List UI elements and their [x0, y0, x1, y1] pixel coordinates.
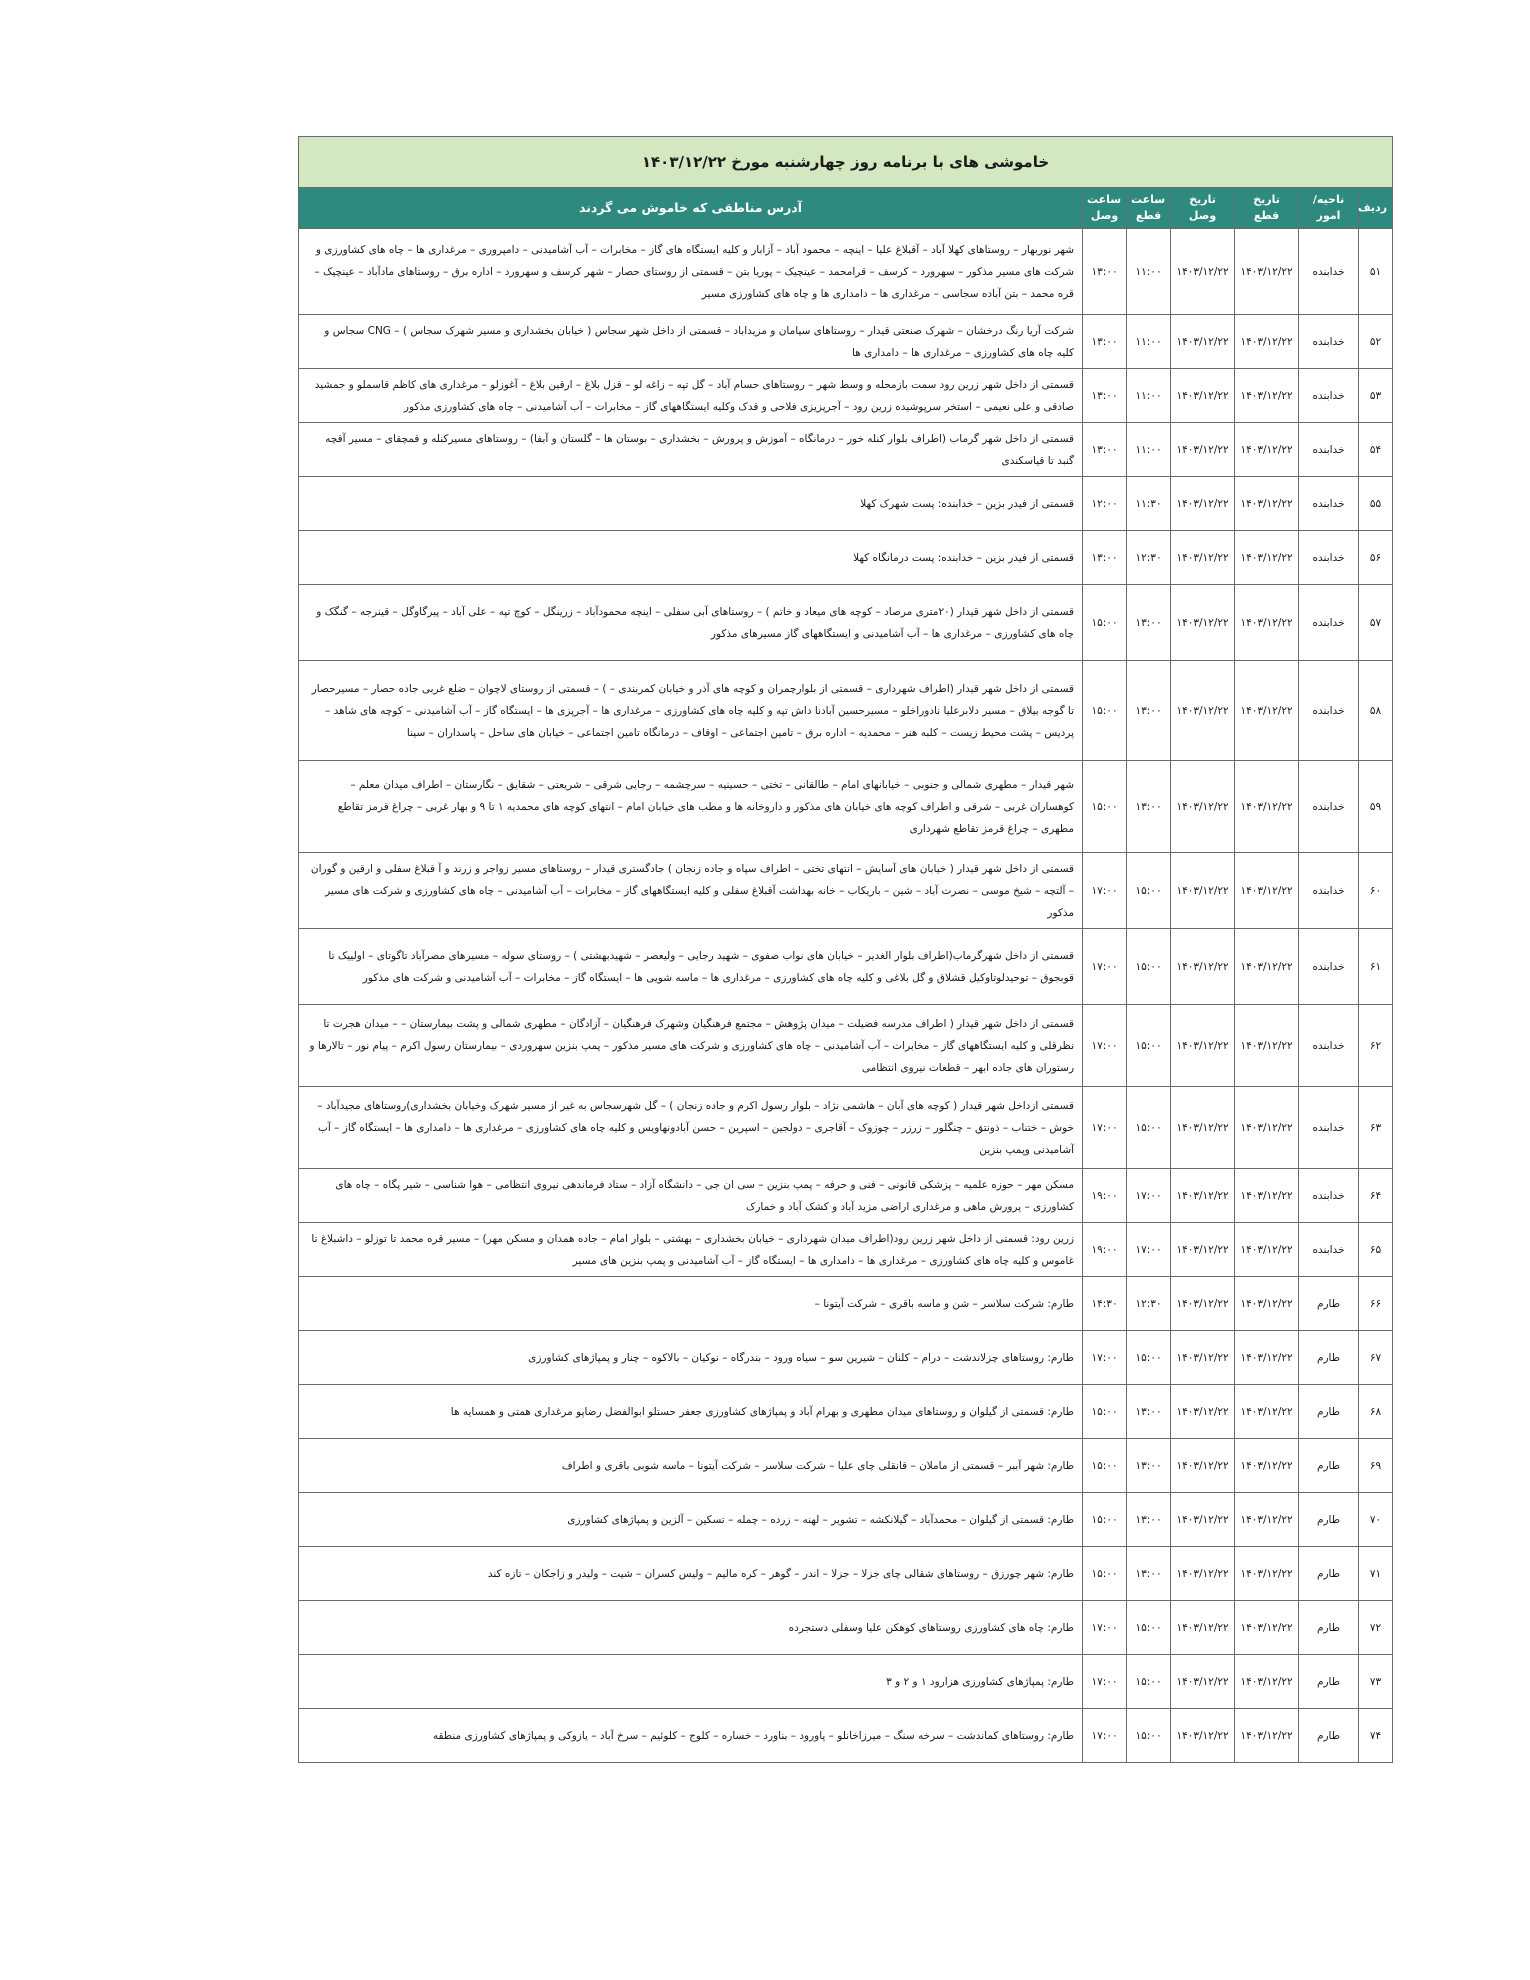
address-cell: قسمتی از فیدر بزین – خدابنده: پست شهرک کهلا	[299, 477, 1083, 531]
region-cell: طارم	[1299, 1493, 1359, 1547]
table-row	[299, 853, 1393, 929]
cut-date-cell: ۱۴۰۳/۱۲/۲۲	[1235, 229, 1299, 315]
connect-time-cell: ۱۵:۰۰	[1083, 1385, 1127, 1439]
connect-date-cell: ۱۴۰۳/۱۲/۲۲	[1171, 1547, 1235, 1601]
region-cell: خدابنده	[1299, 477, 1359, 531]
address-cell: طارم: روستاهای چزلاندشت – درام – کلنان – شیرین سو – سیاه ورود – بندرگاه – نوکیان – بالاکوه – چنار و پمپاژهای کشاورزی	[299, 1331, 1083, 1385]
outage-table	[298, 136, 1393, 1763]
cut-date-cell: ۱۴۰۳/۱۲/۲۲	[1235, 423, 1299, 477]
cut-date-cell: ۱۴۰۳/۱۲/۲۲	[1235, 853, 1299, 929]
cut-time-cell: ۱۱:۰۰	[1127, 369, 1171, 423]
cut-date-cell: ۱۴۰۳/۱۲/۲۲	[1235, 1223, 1299, 1277]
connect-time-cell: ۱۷:۰۰	[1083, 1331, 1127, 1385]
connect-time-cell: ۱۳:۰۰	[1083, 423, 1127, 477]
row-number-cell: ۶۴	[1359, 1169, 1393, 1223]
connect-date-cell: ۱۴۰۳/۱۲/۲۲	[1171, 1005, 1235, 1087]
table-row	[299, 1709, 1393, 1763]
region-cell: خدابنده	[1299, 761, 1359, 853]
connect-date-cell: ۱۴۰۳/۱۲/۲۲	[1171, 1655, 1235, 1709]
row-number-cell: ۷۳	[1359, 1655, 1393, 1709]
table-row	[299, 661, 1393, 761]
cut-time-cell: ۱۳:۰۰	[1127, 1385, 1171, 1439]
table-row	[299, 369, 1393, 423]
connect-date-cell: ۱۴۰۳/۱۲/۲۲	[1171, 585, 1235, 661]
cut-date-cell: ۱۴۰۳/۱۲/۲۲	[1235, 369, 1299, 423]
table-row	[299, 315, 1393, 369]
address-cell: قسمتی از داخل شهرگرماب(اطراف بلوار الغدیر – خیابان های نواب صفوی – شهید رجایی – ولیعصر – شهیدبهشتی ) – روستای سوله – مسیرهای مصرآباد تاگوتای – اولییک تا قوبجوق – توحیدلوتاوکیل قشلاق و گل بلاغی و کلیه چاه های کشاورزی – مرغداری ها – ماسه شویی ها – ایستگاه گاز – مخابرات – آب آشامیدنی و شرکت های مذکور	[299, 929, 1083, 1005]
table-row	[299, 531, 1393, 585]
table-row	[299, 1655, 1393, 1709]
address-cell: قسمتی از داخل شهر زرین رود سمت بازمحله و وسط شهر – روستاهای حسام آباد – گل تپه – زاغه لو – قزل بلاغ – ارقین بلاغ – آغوزلو – مرغداری های کاظم قاسملو و جمشید صادقی و علی نعیمی – استخر سرپوشیده زرین رود – آجرپزیزی فلاحی و قدک وکلیه ایستگاههای گاز – مخابرات – آب آشامیدنی – چاه های کشاورزی مذکور	[299, 369, 1083, 423]
row-number-cell: ۶۵	[1359, 1223, 1393, 1277]
row-number-cell: ۶۳	[1359, 1087, 1393, 1169]
address-cell: شهر قیدار – مطهری شمالی و جنوبی – خیابانهای امام – طالقانی – تختی – حسینیه – سرچشمه – رجایی شرقی – شریعتی – شقایق – نگارستان – اطراف میدان معلم – کوهساران غربی – شرقی و اطراف کوچه های خیابان های مذکور و داروخانه ها و مطب های خیابان امام – انتهای کوچه های محمدیه ۱ تا ۹ و بهار غربی – چراغ قرمز تقاطع مطهری – چراغ قرمز تقاطع شهرداری	[299, 761, 1083, 853]
table-row	[299, 1385, 1393, 1439]
cut-time-cell: ۱۷:۰۰	[1127, 1169, 1171, 1223]
cut-time-cell: ۱۵:۰۰	[1127, 853, 1171, 929]
page-title: خاموشی های با برنامه روز چهارشنبه مورخ ۱۴۰۳/۱۲/۲۲	[299, 137, 1393, 188]
row-number-cell: ۶۸	[1359, 1385, 1393, 1439]
row-number-cell: ۵۵	[1359, 477, 1393, 531]
connect-date-cell: ۱۴۰۳/۱۲/۲۲	[1171, 1709, 1235, 1763]
cut-time-cell: ۱۳:۰۰	[1127, 1547, 1171, 1601]
address-cell: قسمتی از داخل شهر قیدار (۲۰متری مرصاد – کوچه های میعاد و خاتم ) – روستاهای آبی سفلی – اینچه محمودآباد – زرینگل – کوچ تپه – علی آباد – پیرگاوگل – قینرجه – گنگک و چاه های کشاورزی – مرغداری ها – آب آشامیدنی و ایستگاههای گاز مسیرهای مذکور	[299, 585, 1083, 661]
cut-date-cell: ۱۴۰۳/۱۲/۲۲	[1235, 315, 1299, 369]
header-connect-time: ساعت وصل	[1083, 188, 1127, 229]
region-cell: خدابنده	[1299, 531, 1359, 585]
table-row	[299, 929, 1393, 1005]
row-number-cell: ۵۴	[1359, 423, 1393, 477]
address-cell: زرین رود: قسمتی از داخل شهر زرین رود(اطراف میدان شهرداری – خیابان بخشداری – بهشتی – بلوار امام – جاده همدان و مسکن مهر) – مسیر قره محمد تا توزلو – داشبلاغ تا غاموس و کلیه چاه های کشاورزی – مرغداری ها – دامداری ها – ایستگاه گاز – آب آشامیدنی و پمپ بنزین های مسیر	[299, 1223, 1083, 1277]
table-header-row	[299, 188, 1393, 229]
table-row	[299, 1439, 1393, 1493]
region-cell: طارم	[1299, 1601, 1359, 1655]
table-body	[299, 229, 1393, 1763]
cut-time-cell: ۱۵:۰۰	[1127, 1331, 1171, 1385]
row-number-cell: ۵۹	[1359, 761, 1393, 853]
connect-date-cell: ۱۴۰۳/۱۲/۲۲	[1171, 853, 1235, 929]
connect-date-cell: ۱۴۰۳/۱۲/۲۲	[1171, 477, 1235, 531]
row-number-cell: ۶۷	[1359, 1331, 1393, 1385]
row-number-cell: ۶۹	[1359, 1439, 1393, 1493]
region-cell: خدابنده	[1299, 1087, 1359, 1169]
table-row	[299, 1277, 1393, 1331]
row-number-cell: ۶۰	[1359, 853, 1393, 929]
connect-date-cell: ۱۴۰۳/۱۲/۲۲	[1171, 1601, 1235, 1655]
address-cell: طارم: شهر آببر – قسمتی از ماملان – قانقلی چای علیا – شرکت سلاسر – شرکت آیتونا – ماسه شوبی باقری و اطراف	[299, 1439, 1083, 1493]
address-cell: قسمتی از داخل شهر قیدار (اطراف شهرداری – قسمتی از بلوارچمران و کوچه های آذر و خیابان کمربندی – ) – قسمتی از روستای لاچوان – ضلع غربی جاده حصار – مسیرحصار تا گوجه بیلاق – مسیر دلابرعلیا نادوراخلو – مسیرحسین آبادنا داش تپه و کلیه چاه های کشاورزی – مرغداری ها – آجرپزی ها – ایستگاه گاز – آب آشامیدنی – کوچه های شاهد – پردیس – پشت محیط زیست – کلبه هنر – محمدیه – اداره برق – تامین اجتماعی – اوقاف – درمانگاه تامین اجتماعی – خیابان های ساحل – پاسداران – سینا	[299, 661, 1083, 761]
table-row	[299, 1087, 1393, 1169]
table-row	[299, 423, 1393, 477]
row-number-cell: ۵۶	[1359, 531, 1393, 585]
region-cell: طارم	[1299, 1655, 1359, 1709]
connect-time-cell: ۱۲:۰۰	[1083, 477, 1127, 531]
row-number-cell: ۷۴	[1359, 1709, 1393, 1763]
cut-time-cell: ۱۱:۰۰	[1127, 423, 1171, 477]
header-address: آدرس مناطقی که خاموش می گردند	[299, 188, 1083, 229]
region-cell: خدابنده	[1299, 585, 1359, 661]
cut-date-cell: ۱۴۰۳/۱۲/۲۲	[1235, 531, 1299, 585]
cut-time-cell: ۱۳:۰۰	[1127, 1493, 1171, 1547]
connect-time-cell: ۱۷:۰۰	[1083, 1005, 1127, 1087]
cut-date-cell: ۱۴۰۳/۱۲/۲۲	[1235, 1493, 1299, 1547]
outage-table-sheet	[298, 136, 1392, 1763]
connect-date-cell: ۱۴۰۳/۱۲/۲۲	[1171, 1223, 1235, 1277]
cut-time-cell: ۱۵:۰۰	[1127, 1709, 1171, 1763]
address-cell: طارم: چاه های کشاورزی روستاهای کوهکن علیا وسفلی دستجرده	[299, 1601, 1083, 1655]
region-cell: خدابنده	[1299, 929, 1359, 1005]
header-cut-date: تاریخ قطع	[1235, 188, 1299, 229]
connect-date-cell: ۱۴۰۳/۱۲/۲۲	[1171, 761, 1235, 853]
table-row	[299, 1601, 1393, 1655]
cut-time-cell: ۱۵:۰۰	[1127, 1005, 1171, 1087]
connect-date-cell: ۱۴۰۳/۱۲/۲۲	[1171, 423, 1235, 477]
cut-date-cell: ۱۴۰۳/۱۲/۲۲	[1235, 1709, 1299, 1763]
connect-date-cell: ۱۴۰۳/۱۲/۲۲	[1171, 1169, 1235, 1223]
cut-date-cell: ۱۴۰۳/۱۲/۲۲	[1235, 585, 1299, 661]
connect-date-cell: ۱۴۰۳/۱۲/۲۲	[1171, 929, 1235, 1005]
region-cell: خدابنده	[1299, 369, 1359, 423]
address-cell: قسمتی از داخل شهر قیدار ( اطراف مدرسه فضیلت – میدان پژوهش – مجتمع فرهنگیان وشهرک فرهنگیان – آزادگان – مطهری شمالی و پشت بیمارستان – – میدان هجرت تا نظرقلی و کلیه ایستگاههای گاز – مخابرات – آب آشامیدنی – چاه های کشاورزی و شرکت های مسیر مذکور – پمپ بنزین سهروردی – بیمارستان رسول اکرم – پیام نور – تالارها و رستوران های جاده ابهر – قطعات نیروی انتظامی	[299, 1005, 1083, 1087]
row-number-cell: ۵۸	[1359, 661, 1393, 761]
address-cell: طارم: روستاهای کماندشت – سرخه سنگ – میرزاخانلو – پاورود – بناورد – خساره – کلوج – کلوئیم – سرخ آباد – یازوکی و پمپاژهای کشاورزی منطقه	[299, 1709, 1083, 1763]
address-cell: شرکت آریا رنگ درخشان – شهرک صنعتی قیدار – روستاهای سیامان و مزیداباد – قسمتی از داخل شهر سجاس ( خیابان بخشداری و مسیر شهرک سجاس ) – CNG سجاس و کلیه چاه های کشاورزی – مرغداری ها – دامداری ها	[299, 315, 1083, 369]
row-number-cell: ۷۲	[1359, 1601, 1393, 1655]
address-cell: قسمتی از داخل شهر گرماب (اطراف بلوار کنله خور – درمانگاه – آموزش و پرورش – بخشداری – بوستان ها – گلستان و آبفا) – روستاهای مسیرکنله و قمچقای – مسیر آقچه گنبد تا قیاسکندی	[299, 423, 1083, 477]
header-connect-date: تاریخ وصل	[1171, 188, 1235, 229]
connect-time-cell: ۱۷:۰۰	[1083, 853, 1127, 929]
connect-time-cell: ۱۵:۰۰	[1083, 1493, 1127, 1547]
connect-time-cell: ۱۳:۰۰	[1083, 369, 1127, 423]
cut-date-cell: ۱۴۰۳/۱۲/۲۲	[1235, 1601, 1299, 1655]
address-cell: مسکن مهر – حوزه علمیه – پزشکی قانونی – فنی و حرفه – پمپ بنزین – سی ان جی – دانشگاه آزاد – ستاد فرماندهی نیروی انتظامی – هوا شناسی – شیر پگاه – چاه های کشاورزی – پرورش ماهی و مرغداری اراضی مزید آباد و کشک آباد و خمارک	[299, 1169, 1083, 1223]
region-cell: خدابنده	[1299, 1169, 1359, 1223]
header-region: ناحیه/امور	[1299, 188, 1359, 229]
cut-time-cell: ۱۵:۰۰	[1127, 1601, 1171, 1655]
cut-time-cell: ۱۱:۳۰	[1127, 477, 1171, 531]
region-cell: طارم	[1299, 1277, 1359, 1331]
address-cell: طارم: پمپاژهای کشاورزی هزارود ۱ و ۲ و ۳	[299, 1655, 1083, 1709]
table-row	[299, 1331, 1393, 1385]
connect-time-cell: ۱۴:۳۰	[1083, 1277, 1127, 1331]
cut-date-cell: ۱۴۰۳/۱۲/۲۲	[1235, 477, 1299, 531]
connect-time-cell: ۱۳:۰۰	[1083, 229, 1127, 315]
cut-time-cell: ۱۳:۰۰	[1127, 585, 1171, 661]
address-cell: طارم: شهر چورزق – روستاهای شقالی چای جزلا – جزلا – اندر – گوهر – کره مالیم – ولیس کسران – شیت – ولیدر و زاجکان – تازه کند	[299, 1547, 1083, 1601]
connect-time-cell: ۱۳:۰۰	[1083, 315, 1127, 369]
cut-date-cell: ۱۴۰۳/۱۲/۲۲	[1235, 1331, 1299, 1385]
connect-date-cell: ۱۴۰۳/۱۲/۲۲	[1171, 1277, 1235, 1331]
cut-time-cell: ۱۵:۰۰	[1127, 929, 1171, 1005]
region-cell: خدابنده	[1299, 229, 1359, 315]
region-cell: طارم	[1299, 1331, 1359, 1385]
connect-time-cell: ۱۵:۰۰	[1083, 761, 1127, 853]
table-row	[299, 229, 1393, 315]
region-cell: خدابنده	[1299, 1223, 1359, 1277]
address-cell: طارم: قسمتی از گیلوان و روستاهای میدان مطهری و بهرام آباد و پمپاژهای کشاورزی جعفر حستلو ابوالفضل رضاپو مرغداری همتی و همسایه ها	[299, 1385, 1083, 1439]
cut-date-cell: ۱۴۰۳/۱۲/۲۲	[1235, 1277, 1299, 1331]
table-row	[299, 585, 1393, 661]
connect-time-cell: ۱۵:۰۰	[1083, 661, 1127, 761]
region-cell: خدابنده	[1299, 1005, 1359, 1087]
connect-time-cell: ۱۷:۰۰	[1083, 1601, 1127, 1655]
region-cell: خدابنده	[1299, 853, 1359, 929]
table-row	[299, 477, 1393, 531]
row-number-cell: ۷۱	[1359, 1547, 1393, 1601]
cut-time-cell: ۱۲:۳۰	[1127, 1277, 1171, 1331]
address-cell: طارم: قسمتی از گیلوان – محمدآباد – گیلانکشه – تشویر – لهنه – زرده – چمله – تسکین – آلزین و پمپاژهای کشاورزی	[299, 1493, 1083, 1547]
connect-time-cell: ۱۷:۰۰	[1083, 929, 1127, 1005]
region-cell: طارم	[1299, 1385, 1359, 1439]
cut-date-cell: ۱۴۰۳/۱۲/۲۲	[1235, 1169, 1299, 1223]
connect-time-cell: ۱۳:۰۰	[1083, 531, 1127, 585]
connect-date-cell: ۱۴۰۳/۱۲/۲۲	[1171, 1439, 1235, 1493]
connect-time-cell: ۱۵:۰۰	[1083, 1547, 1127, 1601]
cut-date-cell: ۱۴۰۳/۱۲/۲۲	[1235, 661, 1299, 761]
cut-date-cell: ۱۴۰۳/۱۲/۲۲	[1235, 761, 1299, 853]
cut-time-cell: ۱۵:۰۰	[1127, 1655, 1171, 1709]
region-cell: طارم	[1299, 1709, 1359, 1763]
row-number-cell: ۶۲	[1359, 1005, 1393, 1087]
region-cell: خدابنده	[1299, 423, 1359, 477]
connect-time-cell: ۱۷:۰۰	[1083, 1709, 1127, 1763]
header-row-number: ردیف	[1359, 188, 1393, 229]
connect-time-cell: ۱۹:۰۰	[1083, 1223, 1127, 1277]
cut-date-cell: ۱۴۰۳/۱۲/۲۲	[1235, 1439, 1299, 1493]
address-cell: قسمتی از داخل شهر قیدار ( خیابان های آسایش – انتهای تختی – اطراف سپاه و جاده زنجان ) جادگستری قیدار – روستاهای مسیر زواجر و زرند و آ قبلاغ سفلی و ارقین و گوران – آلتچه – شیخ موسی – نصرت آباد – شین – باریکاب – خانه بهداشت آقبلاغ سفلی و کلیه ایستگاههای گاز – مخابرات – آب آشامیدنی – چاه های کشاورزی و شرکت های مسیر مذکور	[299, 853, 1083, 929]
cut-date-cell: ۱۴۰۳/۱۲/۲۲	[1235, 1087, 1299, 1169]
connect-date-cell: ۱۴۰۳/۱۲/۲۲	[1171, 661, 1235, 761]
connect-time-cell: ۱۵:۰۰	[1083, 1439, 1127, 1493]
cut-time-cell: ۱۳:۰۰	[1127, 1439, 1171, 1493]
connect-date-cell: ۱۴۰۳/۱۲/۲۲	[1171, 1087, 1235, 1169]
row-number-cell: ۵۷	[1359, 585, 1393, 661]
cut-date-cell: ۱۴۰۳/۱۲/۲۲	[1235, 1547, 1299, 1601]
table-row	[299, 1223, 1393, 1277]
row-number-cell: ۵۳	[1359, 369, 1393, 423]
cut-time-cell: ۱۱:۰۰	[1127, 229, 1171, 315]
region-cell: طارم	[1299, 1439, 1359, 1493]
row-number-cell: ۵۱	[1359, 229, 1393, 315]
table-row	[299, 1005, 1393, 1087]
connect-date-cell: ۱۴۰۳/۱۲/۲۲	[1171, 315, 1235, 369]
row-number-cell: ۶۶	[1359, 1277, 1393, 1331]
connect-date-cell: ۱۴۰۳/۱۲/۲۲	[1171, 369, 1235, 423]
cut-date-cell: ۱۴۰۳/۱۲/۲۲	[1235, 1385, 1299, 1439]
region-cell: خدابنده	[1299, 315, 1359, 369]
address-cell: قسمتی از فیدر بزین – خدابنده: پست درمانگاه کهلا	[299, 531, 1083, 585]
connect-time-cell: ۱۷:۰۰	[1083, 1655, 1127, 1709]
connect-date-cell: ۱۴۰۳/۱۲/۲۲	[1171, 531, 1235, 585]
region-cell: خدابنده	[1299, 661, 1359, 761]
cut-time-cell: ۱۵:۰۰	[1127, 1087, 1171, 1169]
cut-time-cell: ۱۳:۰۰	[1127, 661, 1171, 761]
table-row	[299, 761, 1393, 853]
cut-date-cell: ۱۴۰۳/۱۲/۲۲	[1235, 1005, 1299, 1087]
connect-date-cell: ۱۴۰۳/۱۲/۲۲	[1171, 1385, 1235, 1439]
connect-time-cell: ۱۷:۰۰	[1083, 1087, 1127, 1169]
row-number-cell: ۷۰	[1359, 1493, 1393, 1547]
connect-date-cell: ۱۴۰۳/۱۲/۲۲	[1171, 1493, 1235, 1547]
table-row	[299, 1493, 1393, 1547]
cut-time-cell: ۱۳:۰۰	[1127, 761, 1171, 853]
cut-time-cell: ۱۲:۳۰	[1127, 531, 1171, 585]
address-cell: قسمتی ازداخل شهر قیدار ( کوچه های آبان – هاشمی نژاد – بلوار رسول اکرم و جاده زنجان ) – گل شهرسجاس به غیر از مسیر شهرک وخیابان بخشداری)روستاهای مجیدآباد – خوش – ختناب – ذونتق – چنگلور – زرزر – چوزوک – آقاجری – دولجین – اسپرین – حسن آبادونهاویس و کلیه چاه های کشاورزی – مرغداری ها – دامداری ها – ایستگاه گاز – آب آشامیدنی وپمپ بنزین	[299, 1087, 1083, 1169]
row-number-cell: ۶۱	[1359, 929, 1393, 1005]
cut-date-cell: ۱۴۰۳/۱۲/۲۲	[1235, 929, 1299, 1005]
address-cell: شهر نوربهار – روستاهای کهلا آباد – آقبلاغ علیا – اینچه – محمود آباد – آزابار و کلیه ایستگاه های گاز – مخابرات – آب آشامیدنی – دامپروری – مرغداری ها – چاه های کشاورزی و شرکت های مسیر مذکور – سهرورد – کرسف – قرامحمد – عینچیک – پوریا بتن – قسمتی از روستای حصار – شهر کرسف و سهرورد – اداره برق – روستاهای مادآباد – عینچیک – قره محمد – بتن آباده سجاسی – مرغداری ها – دامداری ها و چاه های کشاورزی مسیر	[299, 229, 1083, 315]
table-row	[299, 1547, 1393, 1601]
header-cut-time: ساعت قطع	[1127, 188, 1171, 229]
connect-date-cell: ۱۴۰۳/۱۲/۲۲	[1171, 1331, 1235, 1385]
address-cell: طارم: شرکت سلاسر – شن و ماسه باقری – شرکت آیتونا –	[299, 1277, 1083, 1331]
row-number-cell: ۵۲	[1359, 315, 1393, 369]
cut-time-cell: ۱۱:۰۰	[1127, 315, 1171, 369]
connect-time-cell: ۱۹:۰۰	[1083, 1169, 1127, 1223]
region-cell: طارم	[1299, 1547, 1359, 1601]
table-row	[299, 1169, 1393, 1223]
connect-time-cell: ۱۵:۰۰	[1083, 585, 1127, 661]
cut-date-cell: ۱۴۰۳/۱۲/۲۲	[1235, 1655, 1299, 1709]
connect-date-cell: ۱۴۰۳/۱۲/۲۲	[1171, 229, 1235, 315]
cut-time-cell: ۱۷:۰۰	[1127, 1223, 1171, 1277]
